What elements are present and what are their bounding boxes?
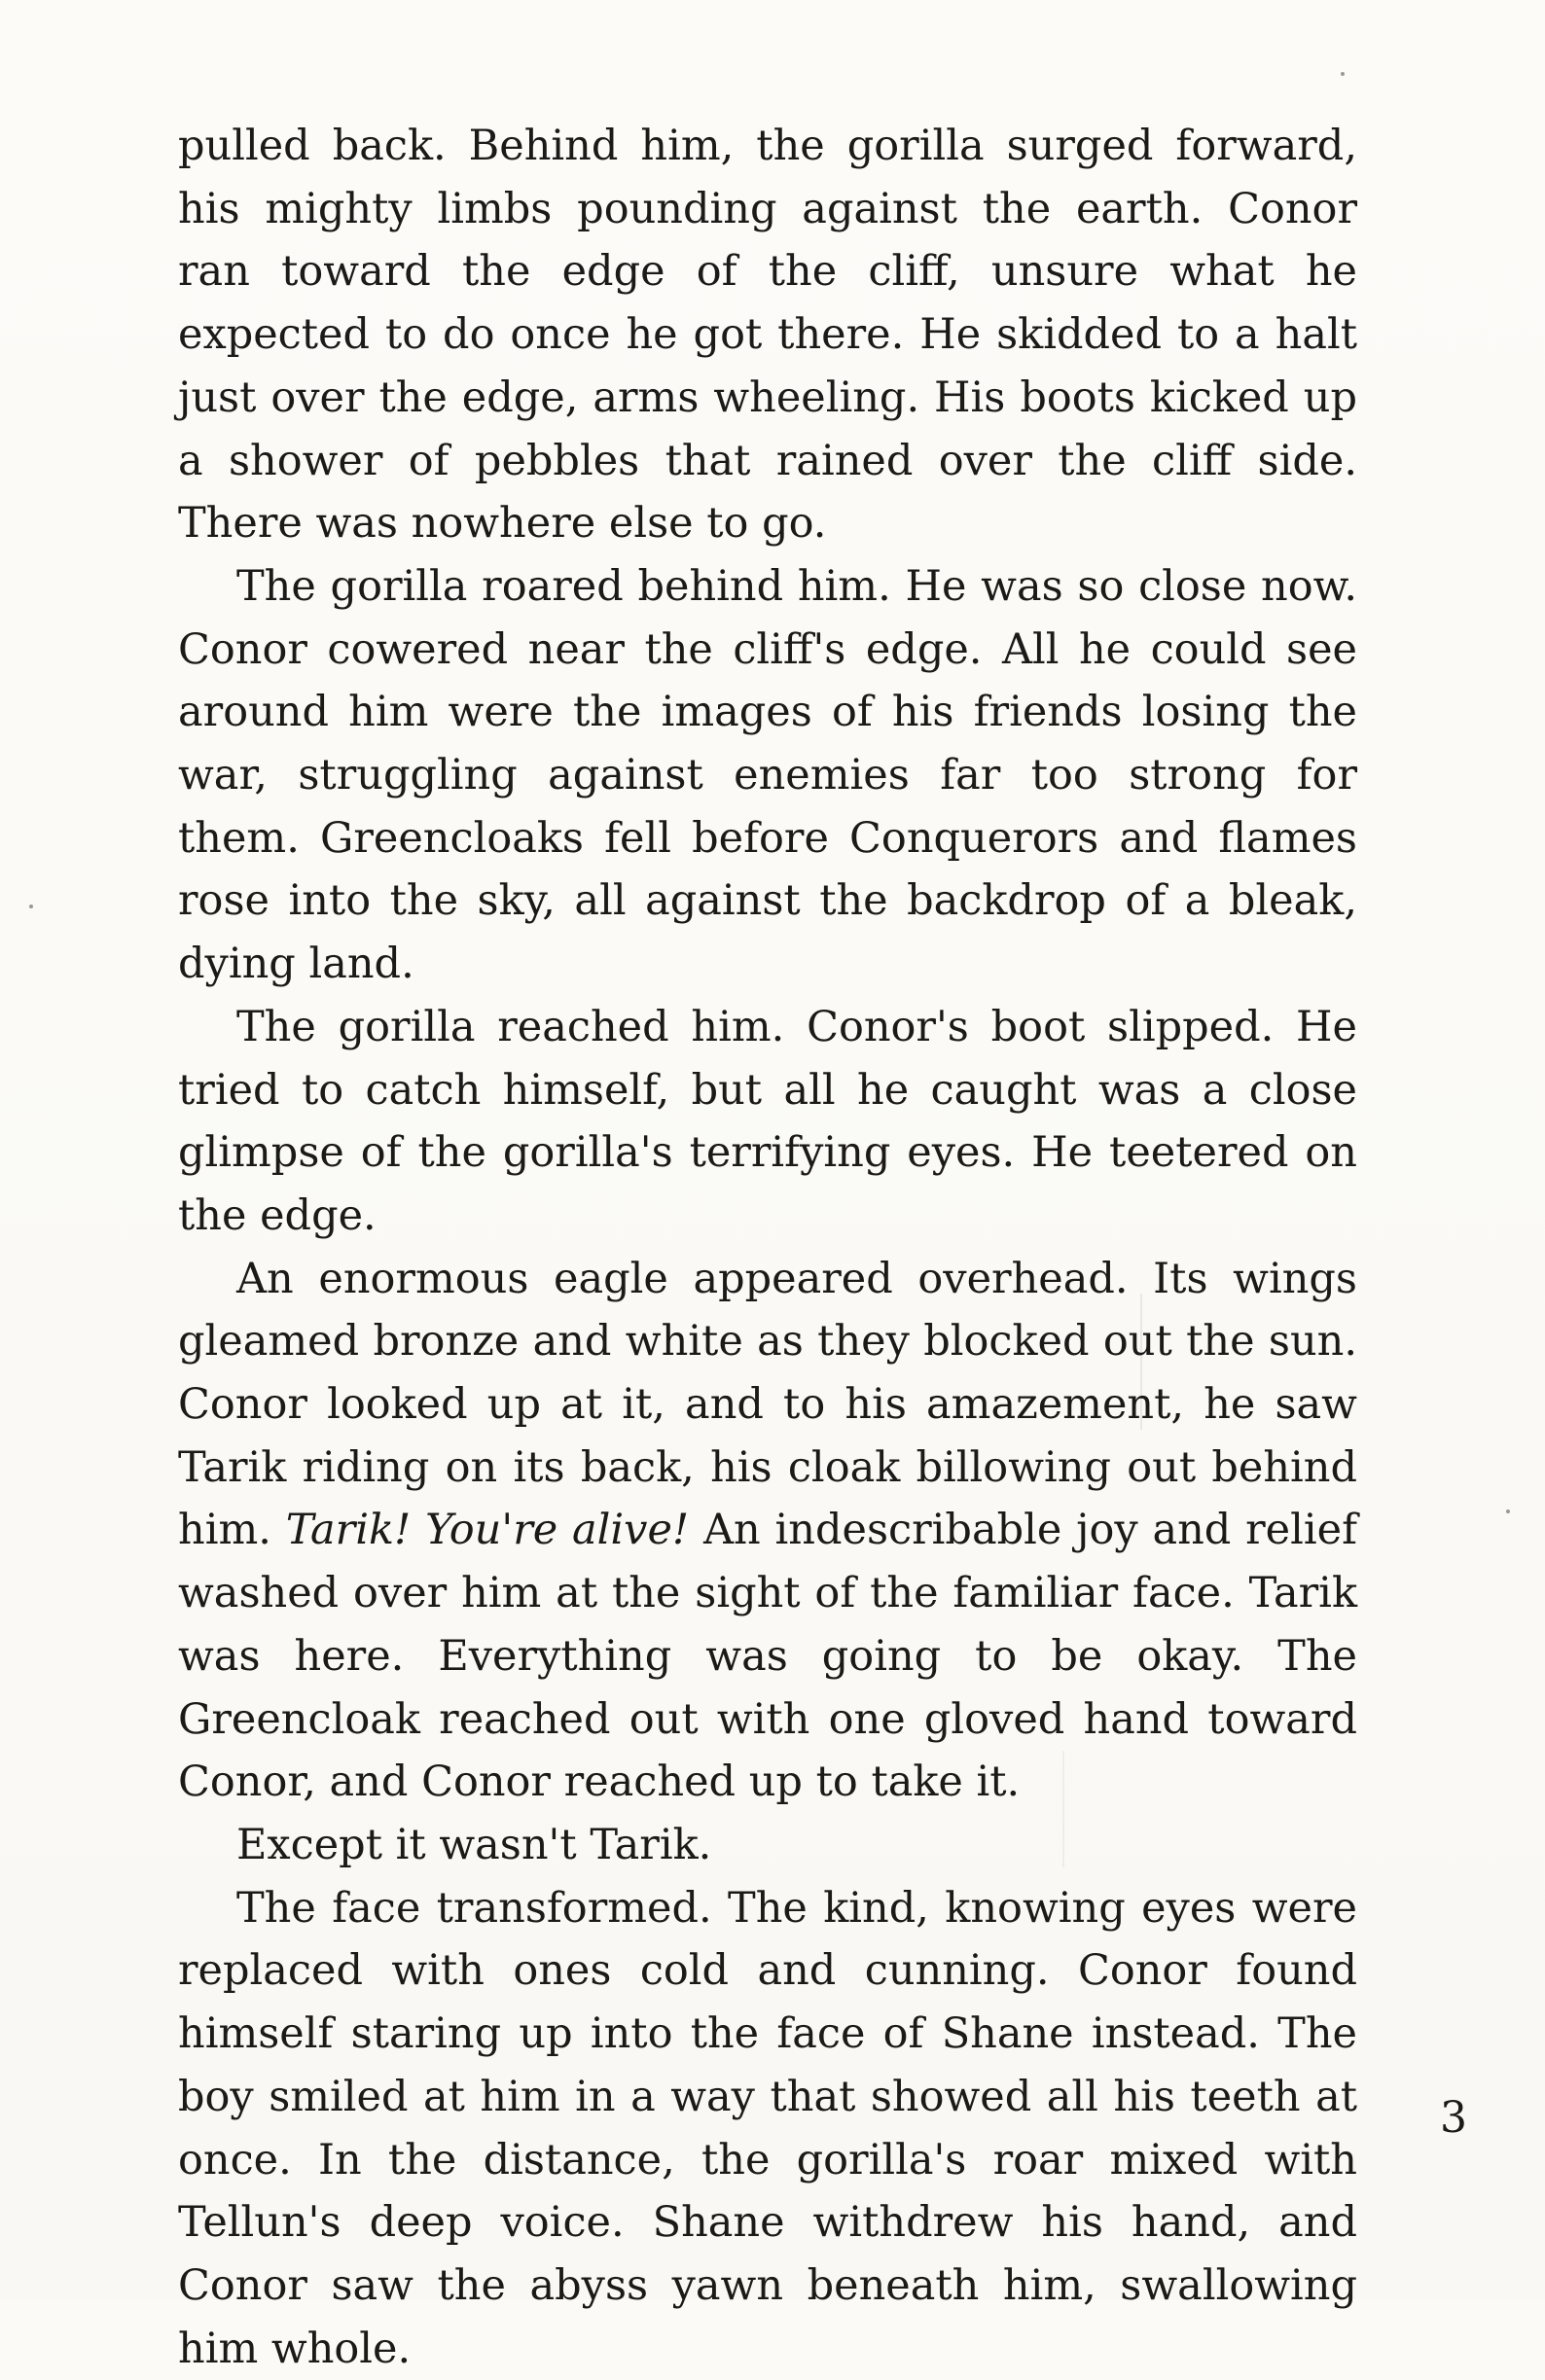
paragraph-4-text-after: An indescribable joy and relief washed over him at the sight of the familiar face. Tarik was here. Everything was going to be okay. The Greencloak reached out with one gloved hand toward Conor, and Conor reached up to take it. — [178, 1506, 1357, 1807]
paragraph-4 — [178, 1248, 1357, 1814]
page-number: 3 — [1440, 2093, 1467, 2143]
body-text — [178, 115, 1357, 2380]
paper-speck — [1506, 1510, 1510, 1513]
paragraph-3: The gorilla reached him. Conor's boot slipped. He tried to catch himself, but all he caught was a close glimpse of the gorilla's terrifying eyes. He teetered on the edge. — [178, 1002, 1357, 1240]
paragraph-4-text-before: An enormous eagle appeared overhead. Its wings gleamed bronze and white as they blocked out the sun. Conor looked up at it, and to his amazement, he saw Tarik riding on its back, his cloak billowing out behind him. — [178, 1254, 1357, 1555]
paragraph-5: Except it wasn't Tarik. — [236, 1820, 712, 1869]
paragraph-6: The face transformed. The kind, knowing eyes were replaced with ones cold and cunning. Conor found himself staring up into the face of Shane instead. The boy smiled at him in a way that showed all his teeth at once. In the distance, the gorilla's roar mixed with Tellun's deep voice. Shane withdrew his hand, and Conor saw the abyss yawn beneath him, swallowing him whole. — [178, 1883, 1357, 2373]
paragraph-1: pulled back. Behind him, the gorilla surged forward, his mighty limbs pounding against the earth. Conor ran toward the edge of the cliff, unsure what he expected to do once he got there. He skidded to a halt just over the edge, arms wheeling. His boots kicked up a shower of pebbles that rained over the cliff side. There was nowhere else to go. — [178, 122, 1357, 549]
paragraph-4-italic-text: Tarik! You're alive! — [285, 1506, 690, 1555]
paper-speck — [29, 905, 33, 908]
paragraph-2: The gorilla roared behind him. He was so close now. Conor cowered near the cliff's edge. All he could see around him were the images of his friends losing the war, struggling against enemies far too strong for them. Greencloaks fell before Conquerors and flames rose into the sky, all against the backdrop of a bleak, dying land. — [178, 561, 1357, 989]
paper-speck — [1341, 72, 1345, 76]
